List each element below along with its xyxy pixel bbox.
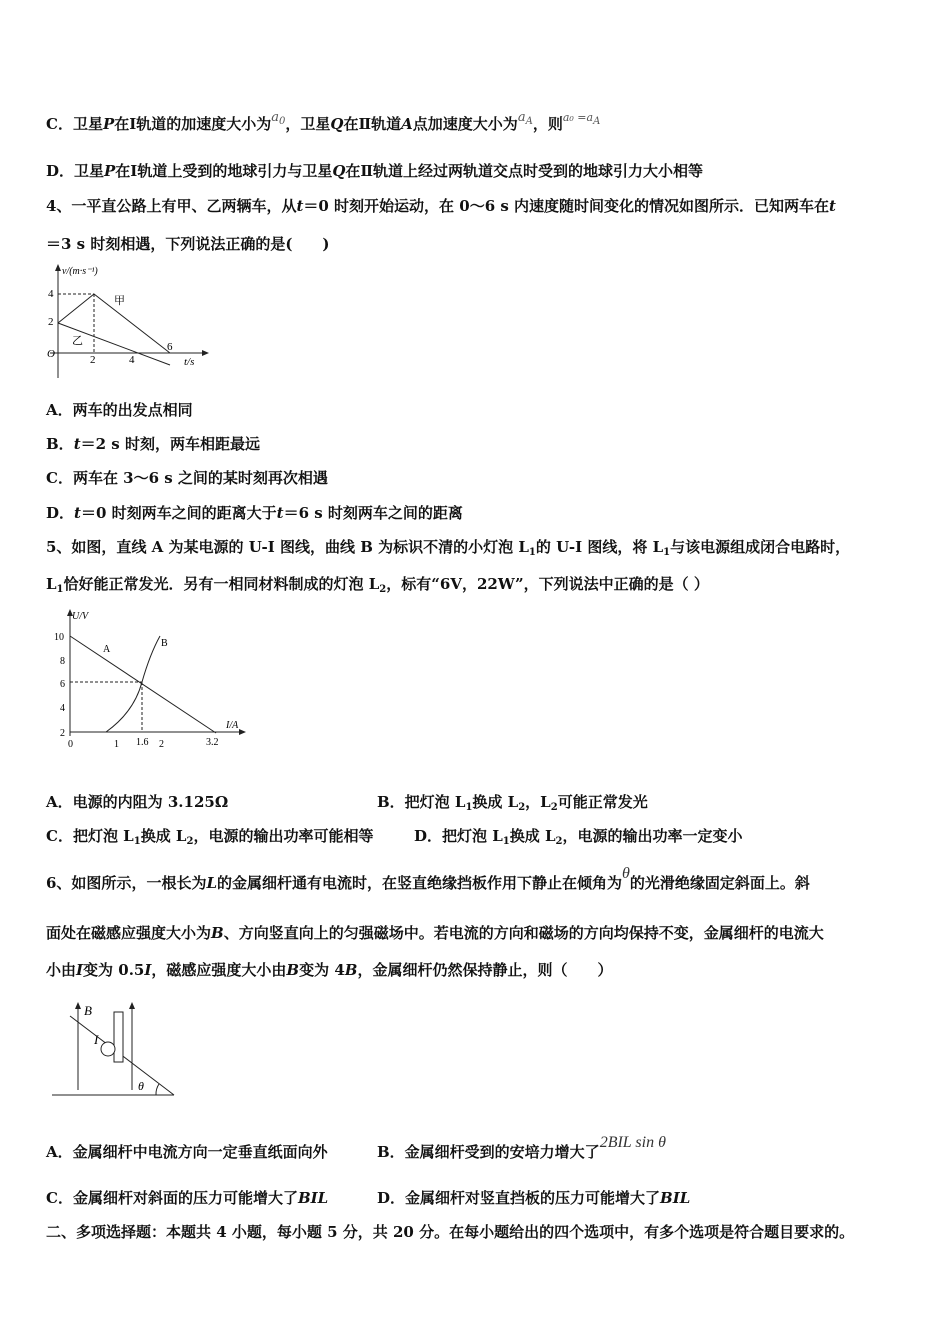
q5-curve-b (106, 636, 160, 732)
q6-option-b: B．金属细杆受到的安培力增大了2BIL sin θ (377, 1134, 666, 1161)
q4-xtick-2: 2 (90, 354, 96, 366)
q5-xlabel: I/A (226, 720, 239, 731)
q6-field-arrow-1 (75, 1002, 81, 1009)
q5-stem-line1: 5、如图，直线 A 为某电源的 U-I 图线，曲线 B 为标识不清的小灯泡 $L_1$的 U-I 图线，将 $L_1$与该电源组成闭合电路时， (46, 538, 851, 558)
q5-ytick-4: 4 (60, 703, 65, 714)
q5-ylabel: U/V (72, 611, 89, 622)
q5-xtick-2: 2 (159, 739, 164, 750)
q5-xtick-0: 0 (68, 739, 73, 750)
q4-vt-graph (44, 262, 214, 380)
q4-stem-line2: ＝3 s 时刻相遇，下列说法正确的是( ) (46, 235, 330, 253)
q5-option-c: C．把灯泡 $L_1$换成 $L_2$，电源的输出功率可能相等 (46, 827, 374, 847)
q5-option-b: B．把灯泡 $L_1$换成 $L_2$，$L_2$可能正常发光 (377, 793, 648, 813)
q6-rod (101, 1042, 115, 1056)
q6-field-arrow-2 (129, 1002, 135, 1009)
q4-xlabel: t/s (184, 356, 195, 368)
q6-option-a: A．金属细杆中电流方向一定垂直纸面向外 (46, 1143, 328, 1161)
q4-option-a: A．两车的出发点相同 (46, 401, 193, 419)
q5-xtick-3-2: 3.2 (206, 737, 219, 748)
q5-label-b: B (161, 638, 168, 649)
q5-option-a: A．电源的内阻为 3.125Ω (46, 793, 229, 811)
q3-option-c: C．卫星P在Ⅰ轨道的加速度大小为$a_0$，卫星Q在Ⅱ轨道A点加速度大小为$a_A$，则$^{a_0 =aA}$ (46, 110, 601, 133)
q5-option-d: D．把灯泡 $L_1$换成 $L_2$，电源的输出功率一定变小 (414, 827, 743, 847)
q4-option-d: D．t＝0 时刻两车之间的距离大于t＝6 s 时刻两车之间的距离 (46, 504, 463, 522)
q5-ytick-10: 10 (54, 632, 64, 643)
q4-y-arrow (55, 264, 61, 271)
q6-angle-arc (156, 1084, 159, 1095)
q4-ytick-2: 2 (48, 316, 54, 328)
q4-x-arrow (202, 350, 209, 356)
q4-ytick-4: 4 (48, 288, 54, 300)
q3-option-d: D．卫星P在Ⅰ轨道上受到的地球引力与卫星Q在Ⅱ轨道上经过两轨道交点时受到的地球引力大小相等 (46, 162, 704, 180)
q5-xtick-1-6: 1.6 (136, 737, 149, 748)
q4-label-jia: 甲 (114, 295, 125, 307)
q5-stem-line2: $L_1$恰好能正常发光．另有一相同材料制成的灯泡 $L_2$，标有“6V，22W”，下列说法中正确的是（ ） (46, 575, 709, 595)
q4-label-yi: 乙 (72, 335, 83, 347)
q5-ytick-2: 2 (60, 728, 65, 739)
section-2-heading: 二、多项选择题：本题共 4 小题，每小题 5 分，共 20 分。在每小题给出的四个选项中，有多个选项是符合题目要求的。 (46, 1223, 855, 1241)
q4-xtick-4: 4 (129, 354, 135, 366)
q5-ytick-8: 8 (60, 656, 65, 667)
q4-xtick-6: 6 (167, 341, 173, 353)
q5-x-arrow (239, 729, 246, 735)
q4-stem-line1: 4、一平直公路上有甲、乙两辆车，从t＝0 时刻开始运动，在 0～6 s 内速度随时间变化的情况如图所示．已知两车在t (46, 197, 836, 215)
q4-option-b: B．t＝2 s 时刻，两车相距最远 (46, 435, 260, 453)
q6-stem-line1: 6、如图所示，一根长为L的金属细杆通有电流时，在竖直绝缘挡板作用下静止在倾角为θ的光滑绝缘固定斜面上。斜 (46, 865, 810, 892)
q4-option-c: C．两车在 3～6 s 之间的某时刻再次相遇 (46, 469, 328, 487)
q4-ylabel: v/(m·s⁻¹) (62, 266, 98, 277)
q6-incline-figure (50, 998, 180, 1100)
q6-label-theta: θ (138, 1079, 144, 1093)
q6-barrier (114, 1012, 123, 1062)
q4-origin: O (47, 348, 55, 360)
q5-ui-graph (50, 606, 250, 752)
q5-xtick-1: 1 (114, 739, 119, 750)
q6-label-b: B (84, 1003, 92, 1018)
q6-stem-line2: 面处在磁感应强度大小为B、方向竖直向上的匀强磁场中。若电流的方向和磁场的方向均保持不变，金属细杆的电流大 (46, 924, 824, 942)
q6-option-c: C．金属细杆对斜面的压力可能增大了BIL (46, 1189, 329, 1207)
q5-label-a: A (103, 644, 111, 655)
q5-ytick-6: 6 (60, 679, 65, 690)
q6-option-d: D．金属细杆对竖直挡板的压力可能增大了BIL (377, 1189, 691, 1207)
q5-line-a (70, 636, 216, 733)
q6-label-i: I (94, 1032, 99, 1047)
q6-stem-line3: 小由I变为 0.5I，磁感应强度大小由B变为 4B，金属细杆仍然保持静止，则（ ） (46, 961, 613, 979)
